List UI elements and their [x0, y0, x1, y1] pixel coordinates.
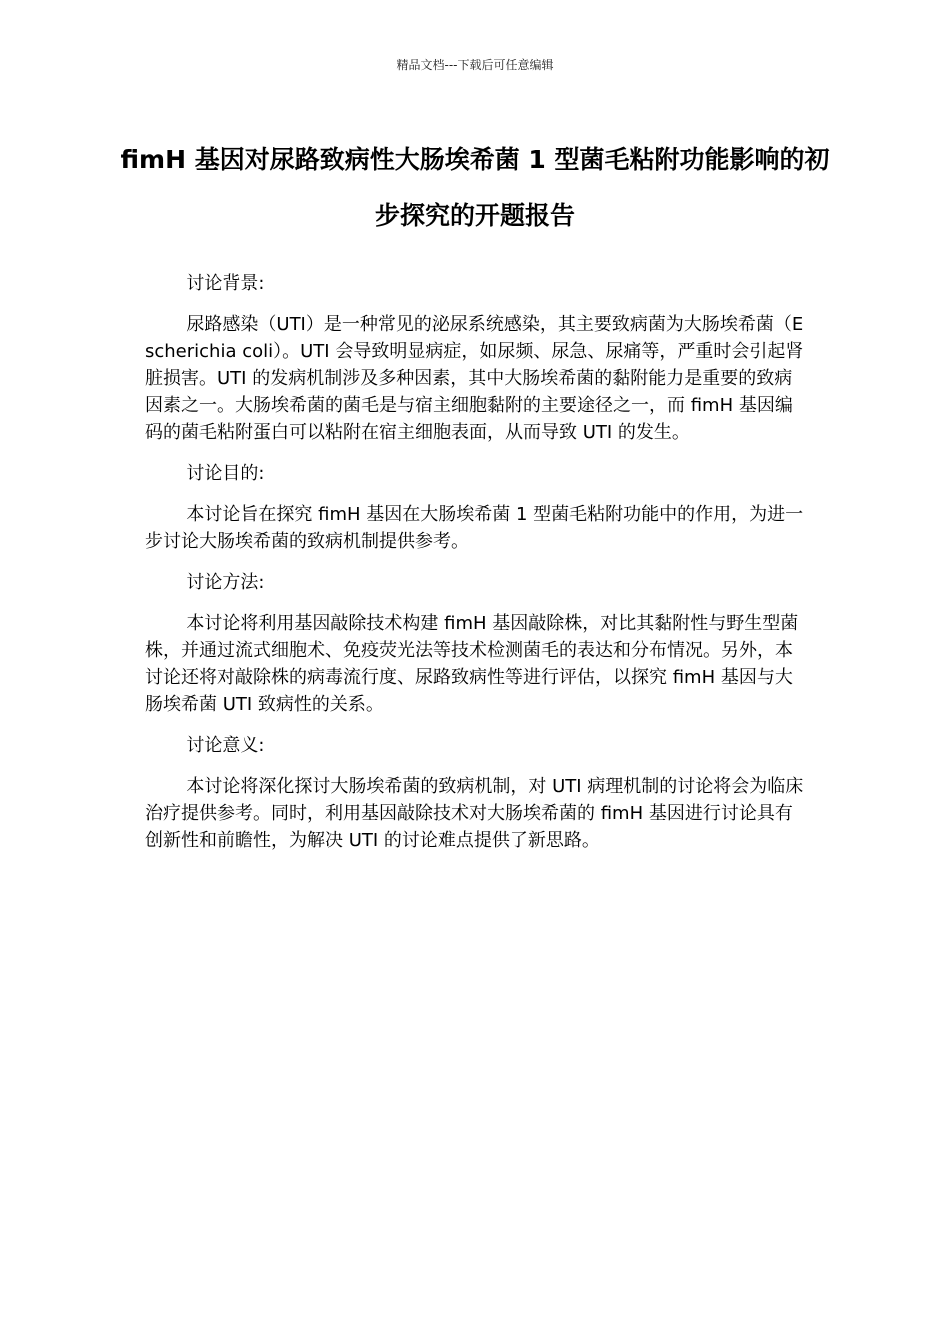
- section-body-significance: 本讨论将深化探讨大肠埃希菌的致病机制，对 UTI 病理机制的讨论将会为临床治疗提供参考。同时，利用基因敲除技术对大肠埃希菌的 fimH 基因进行讨论具有创新性和前瞻性，为解决 UTI 的讨论难点提供了新思路。: [145, 776, 804, 851]
- section-body-purpose: 本讨论旨在探究 fimH 基因在大肠埃希菌 1 型菌毛粘附功能中的作用，为进一步讨论大肠埃希菌的致病机制提供参考。: [145, 504, 804, 552]
- section-heading-purpose: 讨论目的:: [186, 463, 265, 484]
- section-body-background: 尿路感染（UTI）是一种常见的泌尿系统感染，其主要致病菌为大肠埃希菌（Escherichia coli）。UTI 会导致明显病症，如尿频、尿急、尿痛等，严重时会引起肾脏损害。UTI 的发病机制涉及多种因素，其中大肠埃希菌的黏附能力是重要的致病因素之一。大肠埃希菌的菌毛是与宿主细胞黏附的主要途径之一，而 fimH 基因编码的菌毛粘附蛋白可以粘附在宿主细胞表面，从而导致 UTI 的发生。: [145, 314, 804, 443]
- page-header: 精品文档---下载后可任意编辑: [396, 58, 554, 72]
- document-body: [145, 270, 810, 868]
- section-heading-background: 讨论背景:: [186, 273, 265, 294]
- section-heading-significance: 讨论意义:: [186, 735, 265, 756]
- section-body-methods: 本讨论将利用基因敲除技术构建 fimH 基因敲除株，对比其黏附性与野生型菌株，并通过流式细胞术、免疫荧光法等技术检测菌毛的表达和分布情况。另外，本讨论还将对敲除株的病毒流行度、尿路致病性等进行评估，以探究 fimH 基因与大肠埃希菌 UTI 致病性的关系。: [145, 613, 799, 715]
- document-title: fimH 基因对尿路致病性大肠埃希菌 1 型菌毛粘附功能影响的初步探究的开题报告: [120, 145, 830, 230]
- section-heading-methods: 讨论方法:: [186, 572, 265, 593]
